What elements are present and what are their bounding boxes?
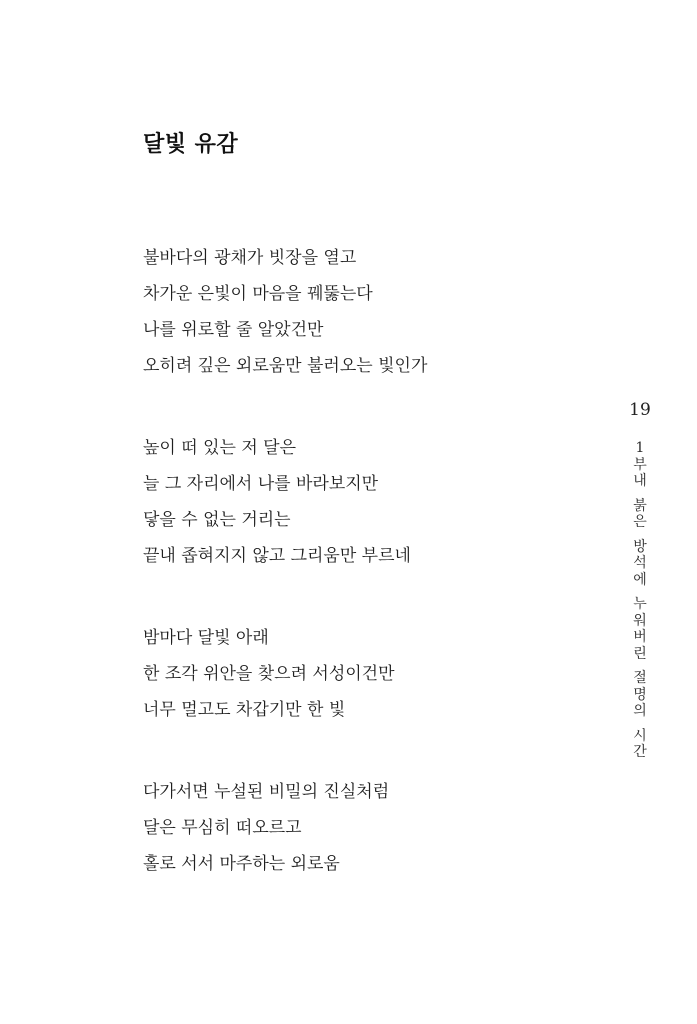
poem-line: 밤마다 달빛 아래	[143, 628, 269, 648]
stanza	[143, 774, 583, 882]
poem-line: 달은 무심히 떠오르고	[143, 818, 302, 838]
poem-line: 나를 위로할 줄 알았건만	[143, 320, 324, 340]
stanza	[143, 240, 583, 384]
poem-line: 불바다의 광채가 빗장을 열고	[143, 248, 357, 268]
stanza	[143, 430, 583, 574]
poem-body	[143, 240, 583, 928]
running-head-title: 내 붉 은 방 석 에 누 워 버 린 절 명 의 시 간	[633, 473, 647, 760]
running-head	[622, 440, 658, 761]
poem-line: 늘 그 자리에서 나를 바라보지만	[143, 474, 379, 494]
poem-line: 닿을 수 없는 거리는	[143, 510, 291, 530]
poem-line: 끝내 좁혀지지 않고 그리움만 부르네	[143, 546, 411, 566]
stanza	[143, 620, 583, 728]
poem-title: 달빛 유감	[143, 131, 239, 157]
page-number: 19	[629, 400, 651, 420]
poem-line: 높이 떠 있는 저 달은	[143, 438, 296, 458]
poem-line: 차가운 은빛이 마음을 꿰뚫는다	[143, 284, 373, 304]
poem-line: 홀로 서서 마주하는 외로움	[143, 854, 340, 874]
running-head-part: 1 부	[633, 440, 647, 473]
poem-line: 오히려 깊은 외로움만 불러오는 빛인가	[143, 356, 428, 376]
poem-line: 너무 멀고도 차갑기만 한 빛	[143, 700, 346, 720]
poem-line: 한 조각 위안을 찾으려 서성이건만	[143, 664, 395, 684]
poem-line: 다가서면 누설된 비밀의 진실처럼	[143, 782, 390, 802]
